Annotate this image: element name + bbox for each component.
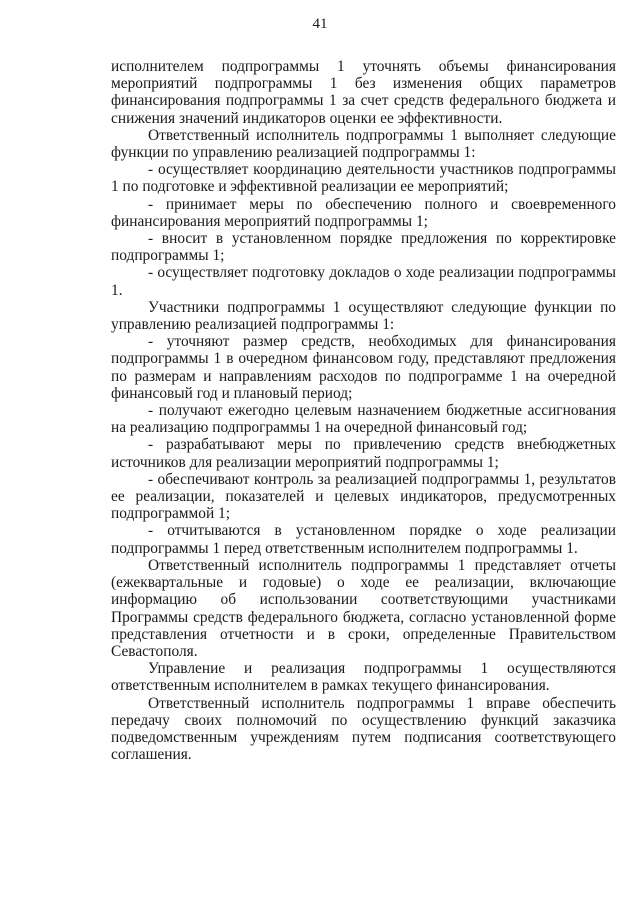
list-item: - отчитываются в установленном порядке о ходе реализации подпрограммы 1 перед ответственным исполнителем подпрограммы 1. (111, 522, 616, 557)
paragraph: исполнителем подпрограммы 1 уточнять объемы финансирования мероприятий подпрограммы 1 без изменения общих параметров финансирования подпрограммы 1 за счет средств федерального бюджета и снижения значений индикаторов оценки ее эффективности. (111, 58, 616, 127)
list-item: - обеспечивают контроль за реализацией подпрограммы 1, результатов ее реализации, показателей и целевых индикаторов, предусмотренных подпрограммой 1; (111, 470, 616, 523)
paragraph: Участники подпрограммы 1 осуществляют следующие функции по управлению реализацией подпрограммы 1: (111, 298, 616, 334)
paragraph: Ответственный исполнитель подпрограммы 1 представляет отчеты (ежеквартальные и годовые) о ходе ее реализации, включающие информацию об использовании соответствующими участниками Программы средств федерального бюджета, согласно установленной форме представления отчетности и в сроки, определенные Правительством Севастополя. (111, 556, 616, 660)
list-item: - уточняют размер средств, необходимых для финансирования подпрограммы 1 в очередном финансовом году, представляют предложения по размерам и направлениям расходов по подпрограмме 1 на очередной финансовый год и плановый период; (111, 333, 616, 402)
document-body (111, 58, 616, 763)
list-item: - получают ежегодно целевым назначением бюджетные ассигнования на реализацию подпрограммы 1 на очередной финансовый год; (111, 402, 616, 437)
page-number: 41 (312, 16, 328, 32)
paragraph: Ответственный исполнитель подпрограммы 1 выполняет следующие функции по управлению реализацией подпрограммы 1: (111, 126, 616, 162)
paragraph: Управление и реализация подпрограммы 1 осуществляются ответственным исполнителем в рамках текущего финансирования. (111, 660, 616, 695)
list-item: - разрабатывают меры по привлечению средств внебюджетных источников для реализации мероприятий подпрограммы 1; (111, 436, 616, 471)
list-item: - вносит в установленном порядке предложения по корректировке подпрограммы 1; (111, 230, 616, 265)
list-item: - осуществляет подготовку докладов о ходе реализации подпрограммы 1. (111, 264, 616, 299)
paragraph: Ответственный исполнитель подпрограммы 1 вправе обеспечить передачу своих полномочий по осуществлению функций заказчика подведомственным учреждениям путем подписания соответствующего соглашения. (111, 694, 616, 764)
list-item: - осуществляет координацию деятельности участников подпрограммы 1 по подготовке и эффективной реализации ее мероприятий; (111, 161, 616, 196)
list-item: - принимает меры по обеспечению полного и своевременного финансирования мероприятий подпрограммы 1; (111, 195, 616, 230)
